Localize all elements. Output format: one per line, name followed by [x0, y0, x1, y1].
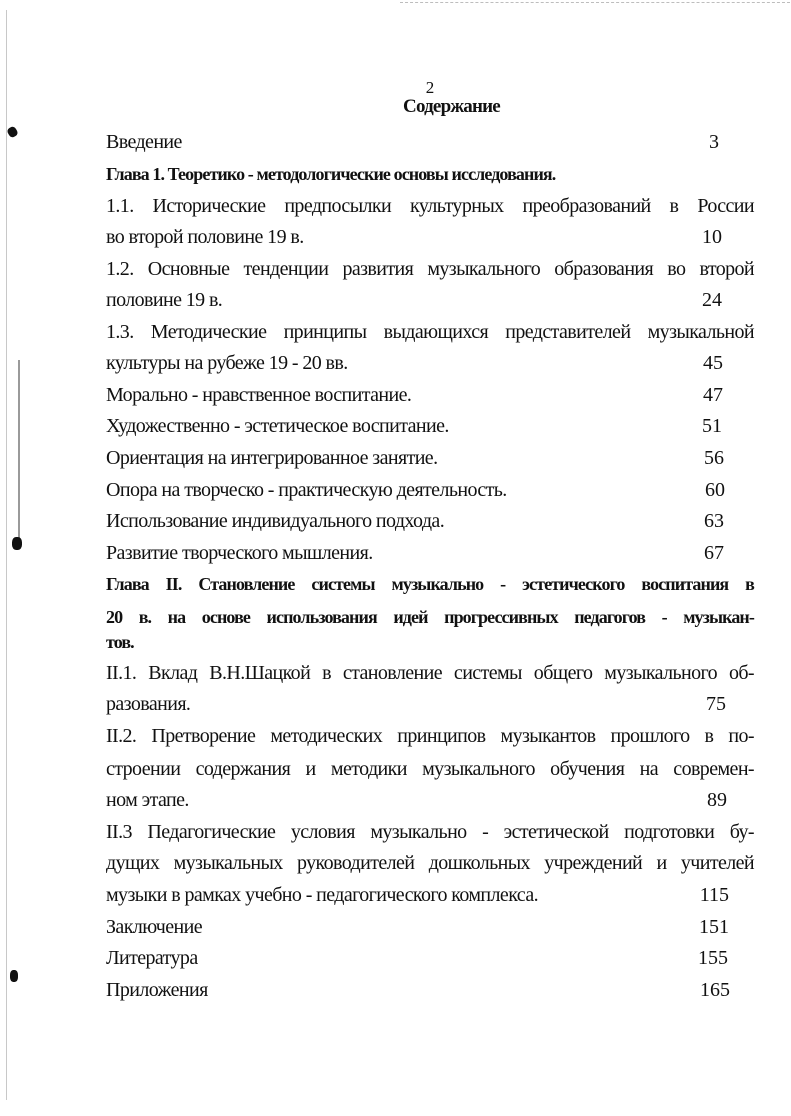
- toc-entry-literature: Литература: [106, 947, 198, 969]
- page-ref: 63: [704, 510, 724, 532]
- scan-spot: [6, 125, 19, 138]
- page-ref: 45: [703, 352, 723, 374]
- page-ref: 151: [699, 916, 729, 938]
- section-1-3-line-2: культуры на рубеже 19 - 20 вв.: [106, 352, 348, 374]
- subsection-individual: Использование индивидуального подхода.: [106, 510, 445, 532]
- subsection-creative-practice: Опора на творческо - практическую деятельность.: [106, 479, 507, 501]
- scan-top-edge: [400, 2, 790, 5]
- toc-entry-appendices: Приложения: [106, 979, 208, 1001]
- section-1-2-line-1: 1.2. Основные тенденции развития музыкального образования во второй: [106, 258, 754, 280]
- section-2-1-line-1: II.1. Вклад В.Н.Шацкой в становление системы общего музыкального об-: [106, 662, 754, 684]
- page-ref: 3: [709, 131, 719, 153]
- section-1-2-line-2: половине 19 в.: [106, 289, 223, 311]
- subsection-aesthetic: Художественно - эстетическое воспитание.: [106, 415, 449, 437]
- page-ref: 56: [704, 447, 724, 469]
- section-2-3-line-2: дущих музыкальных руководителей дошкольных учреждений и учителей: [106, 852, 754, 874]
- section-2-2-line-2: строении содержания и методики музыкального обучения на современ-: [106, 758, 754, 780]
- toc-entry-conclusion: Заключение: [106, 916, 202, 938]
- toc-entry-introduction: Введение: [106, 131, 182, 153]
- page-ref: 51: [702, 415, 722, 437]
- chapter-1-heading: Глава 1. Теоретико - методологические основы исследования.: [106, 164, 556, 184]
- scan-spot: [10, 970, 18, 982]
- chapter-2-heading-line-3: тов.: [106, 632, 134, 652]
- page-ref: 115: [699, 884, 729, 906]
- chapter-2-heading-line-1: Глава II. Становление системы музыкально - эстетического воспитания в: [106, 574, 754, 594]
- toc-title: Содержание: [403, 96, 500, 117]
- scan-margin-line: [6, 10, 7, 1100]
- page-ref: 10: [702, 226, 722, 248]
- page-ref: 165: [700, 979, 730, 1001]
- section-2-3-line-1: II.3 Педагогические условия музыкально - эстетической подготовки бу-: [106, 821, 754, 843]
- page-ref: 60: [705, 479, 725, 501]
- page-ref: 155: [698, 947, 728, 969]
- page-ref: 47: [703, 384, 723, 406]
- section-1-1-line-1: 1.1. Исторические предпосылки культурных преобразований в России: [106, 195, 754, 217]
- section-2-1-line-2: разования.: [106, 693, 191, 715]
- section-2-2-line-3: ном этапе.: [106, 789, 189, 811]
- subsection-creative-thinking: Развитие творческого мышления.: [106, 542, 373, 564]
- page-number: 2: [425, 78, 435, 97]
- section-2-2-line-1: II.2. Претворение методических принципов музыкантов прошлого в по-: [106, 725, 754, 747]
- section-1-1-line-2: во второй половине 19 в.: [106, 226, 304, 248]
- scan-spot: [12, 537, 22, 550]
- page-ref: 89: [707, 789, 727, 811]
- subsection-integrated: Ориентация на интегрированное занятие.: [106, 447, 438, 469]
- page-ref: 67: [704, 542, 724, 564]
- scan-margin-mark: [18, 360, 20, 540]
- chapter-2-heading-line-2: 20 в. на основе использования идей прогрессивных педагогов - музыкан-: [106, 607, 754, 627]
- subsection-moral: Морально - нравственное воспитание.: [106, 384, 412, 406]
- section-2-3-line-3: музыки в рамках учебно - педагогического комплекса.: [106, 884, 539, 906]
- page-ref: 75: [706, 693, 726, 715]
- section-1-3-line-1: 1.3. Методические принципы выдающихся представителей музыкальной: [106, 321, 754, 343]
- page-ref: 24: [702, 289, 722, 311]
